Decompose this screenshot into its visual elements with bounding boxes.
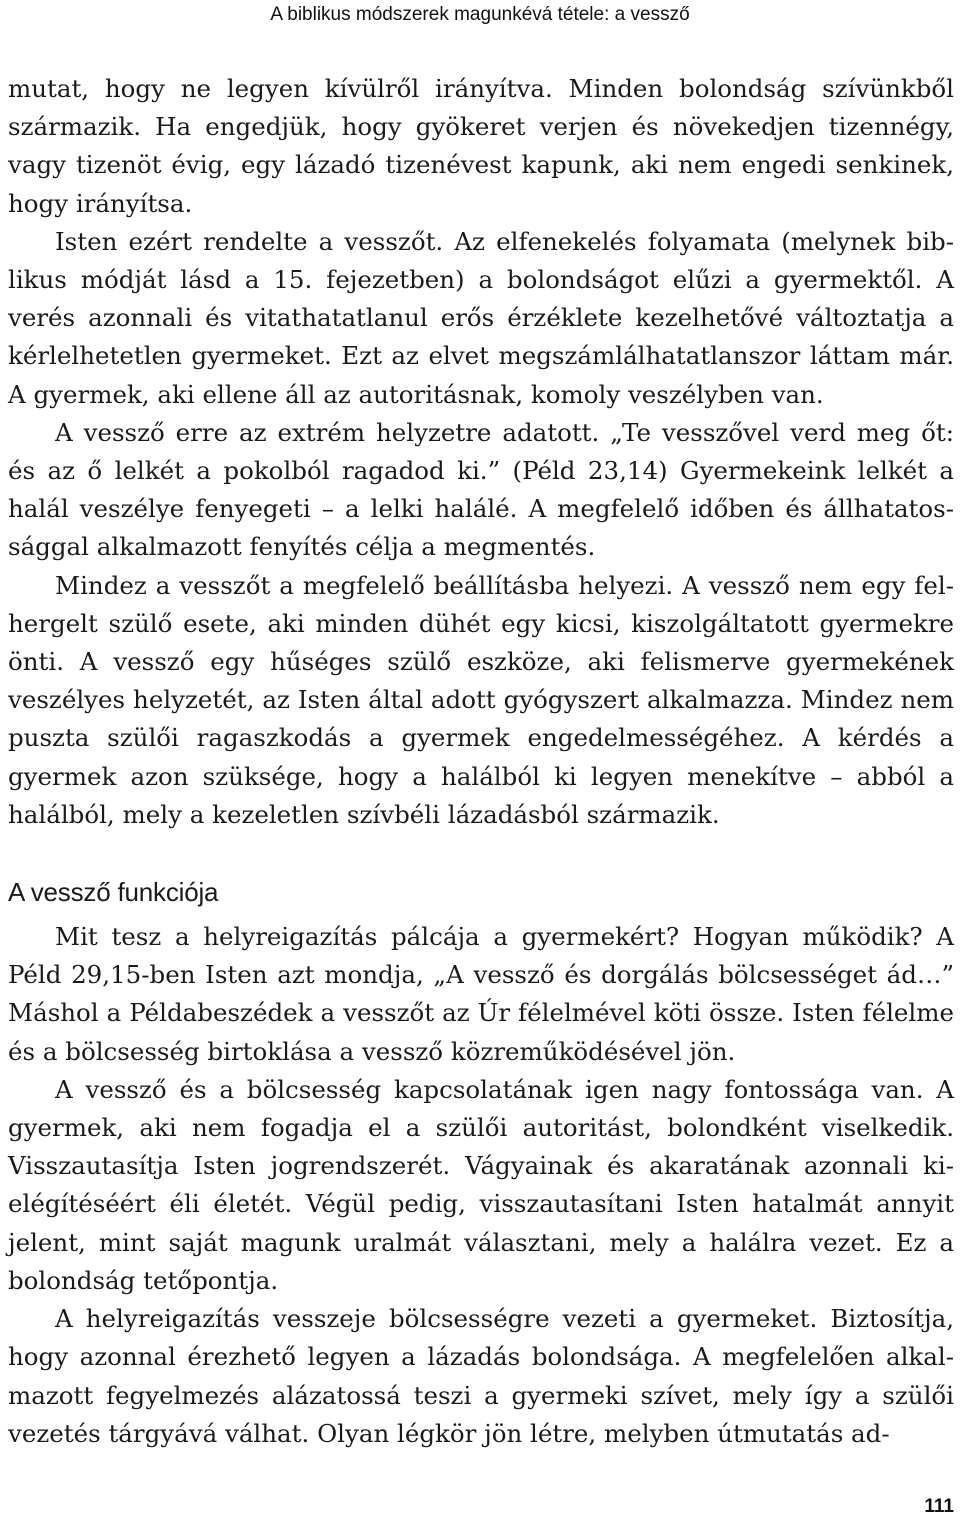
section-heading bbox=[8, 872, 954, 912]
paragraph: A vessző erre az extrém helyzetre adatott. „Te vesszővel verd meg őt: és az ő lelkét a pokolból ragadod ki.” (Péld 23,14) Gyermekeink lelkét a halál veszélye fenyegeti – a lelki halálé. A megfelelő időben és állhatatossággal alkalmazott fenyítés célja a megmentés. bbox=[8, 417, 954, 562]
running-header: A biblikus módszerek magunkévá tétele: a vessző bbox=[270, 4, 690, 25]
page-number: 111 bbox=[924, 1496, 954, 1517]
section-heading-text: A vessző funkciója bbox=[8, 877, 219, 908]
paragraph: Mindez a vesszőt a megfelelő beállításba helyezi. A vessző nem egy felhergelt szülő esete, aki minden dühét egy kicsi, kiszolgáltatott gyermekre önti. A vessző egy hűséges szülő eszköze, aki felismerve gyermekének veszélyes helyzetét, az Isten által adott gyógyszert alkalmazza. Mindez nem puszta szülői ragaszkodás a gyermek engedelmességéhez. A kérdés a gyermek azon szüksége, hogy a halálból ki legyen menekítve – abból a halálból, mely a kezeletlen szívbéli lázadásból származik. bbox=[8, 570, 954, 829]
paragraph: mutat, hogy ne legyen kívülről irányítva. Minden bolondság szívünkből származik. Ha engedjük, hogy gyökeret verjen és növekedjen tizennégy, vagy tizenöt évig, egy lázadó tizenévest kapunk, aki nem engedi senkinek, hogy irányítsa. bbox=[8, 74, 954, 218]
paragraph: A helyreigazítás vesszeje bölcsességre vezeti a gyermeket. Biztosítja, hogy azonnal érezhető legyen a lázadás bolondsága. A megfelelően alkalmazott fegyelmezés alázatossá teszi a gyermeki szívet, mely így a szülői vezetés tárgyává válhat. Olyan légkör jön létre, melyben útmutatás ad- bbox=[8, 1304, 954, 1448]
paragraph: Mit tesz a helyreigazítás pálcája a gyermekért? Hogyan működik? A Péld 29,15-ben Isten azt mondja, „A vessző és dorgálás bölcsességet ád…” Máshol a Példabeszédek a vesszőt az Úr félelmével köti össze. Isten félelme és a bölcsesség birtoklása a vessző közreműködésével jön. bbox=[8, 922, 954, 1066]
paragraph: A vessző és a bölcsesség kapcsolatának igen nagy fontossága van. A gyermek, aki nem fogadja el a szülői autoritást, bolondként viselkedik. Visszautasítja Isten jogrendszerét. Vágyainak és akaratának azonnali kielégítéséért éli életét. Végül pedig, visszautasítani Isten hatalmát annyit jelent, mint saját magunk uralmát választani, mely a halálra vezet. Ez a bolondság tetőpontja. bbox=[8, 1074, 954, 1295]
body-text bbox=[8, 70, 954, 1453]
paragraph: Isten ezért rendelte a vesszőt. Az elfenekelés folyamata (melynek biblikus módját lásd a 15. fejezetben) a bolondságot elűzi a gyermektől. A verés azonnali és vitathatatlanul erős érzéklete kezelhetővé változtatja a kérlelhetetlen gyermeket. Ezt az elvet megszámlálhatatlanszor láttam már. A gyermek, aki ellene áll az autoritásnak, komoly veszélyben van. bbox=[8, 226, 954, 409]
